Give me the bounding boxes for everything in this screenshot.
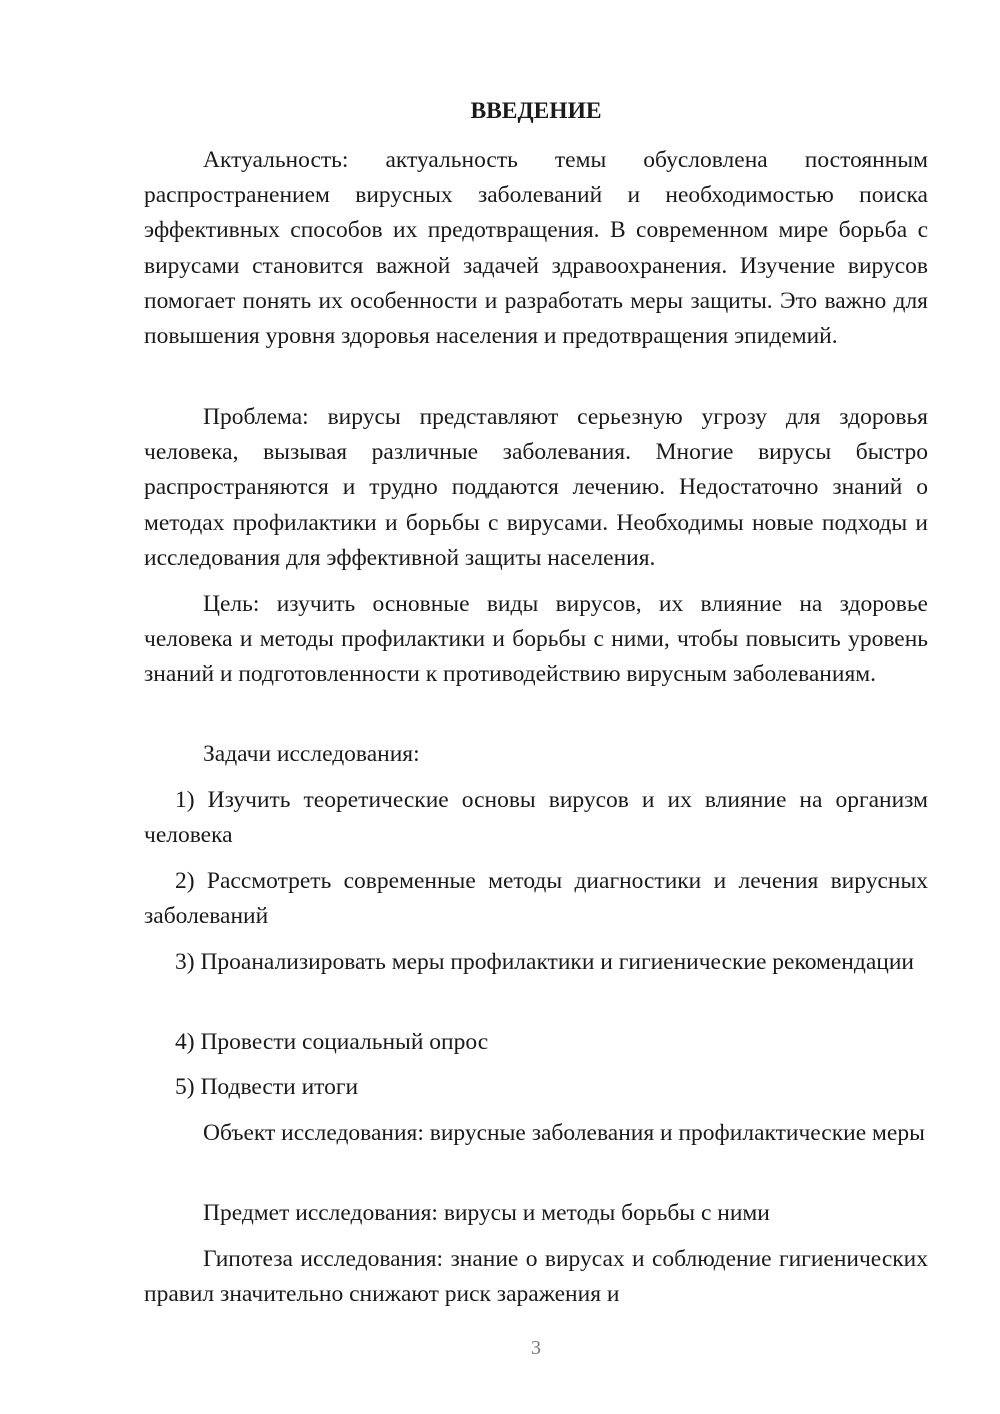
task-item-1: 1) Изучить теоретические основы вирусов и их влияние на организм человека (144, 787, 928, 849)
paragraph-subject: Предмет исследования: вирусы и методы борьбы с ними (203, 1200, 770, 1226)
paragraph-problem: Проблема: вирусы представляют серьезную угрозу для здоровья человека, вызывая различные заболевания. Многие вирусы быстро распространяются и трудно поддаются лечению. Недостаточно знаний о методах профилактики и борьбы с вирусами. Необходимы новые подходы и исследования для эффективной защиты населения. (144, 404, 928, 571)
task-item-2: 2) Рассмотреть современные методы диагностики и лечения вирусных заболеваний (144, 868, 928, 930)
section-heading: ВВЕДЕНИЕ (470, 98, 602, 124)
paragraph-object: Объект исследования: вирусные заболевания и профилактические меры (203, 1120, 925, 1146)
page-number: 3 (531, 1337, 541, 1359)
paragraph-hypothesis: Гипотеза исследования: знание о вирусах и соблюдение гигиенических правил значительно снижают риск заражения и (144, 1246, 928, 1308)
paragraph-relevance: Актуальность: актуальность темы обусловлена постоянным распространением вирусных заболеваний и необходимостью поиска эффективных способов их предотвращения. В современном мире борьба с вирусами становится важной задачей здравоохранения. Изучение вирусов помогает понять их особенности и разработать меры защиты. Это важно для повышения уровня здоровья населения и предотвращения эпидемий. (144, 147, 928, 350)
task-item-3: 3) Проанализировать меры профилактики и гигиенические рекомендации (175, 949, 914, 975)
paragraph-goal: Цель: изучить основные виды вирусов, их влияние на здоровье человека и методы профилактики и борьбы с ними, чтобы повысить уровень знаний и подготовленности к противодействию вирусным заболеваниям. (144, 591, 928, 688)
task-item-4: 4) Провести социальный опрос (175, 1029, 489, 1055)
paragraph-tasks-intro: Задачи исследования: (203, 741, 420, 767)
task-item-5: 5) Подвести итоги (175, 1074, 359, 1100)
